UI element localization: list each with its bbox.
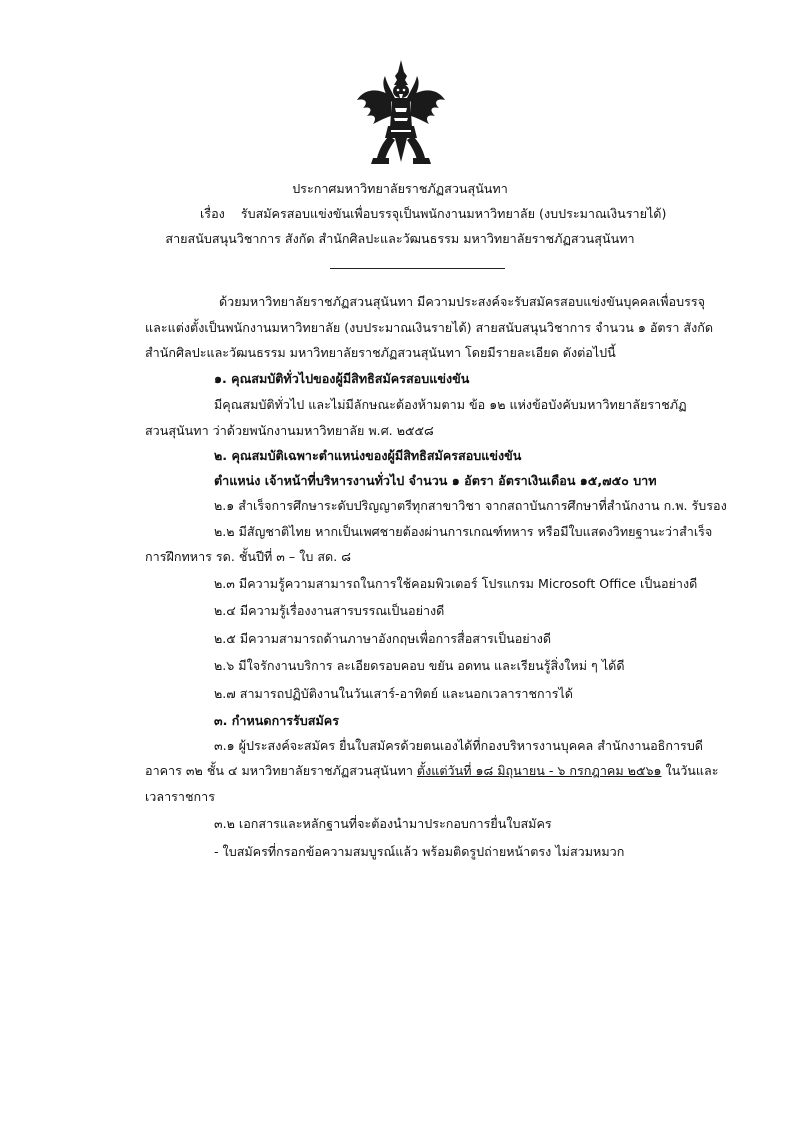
intro-line-3: สำนักศิลปะและวัฒนธรรม มหาวิทยาลัยราชภัฏสวนสุนันทา โดยมีรายละเอียด ดังต่อไปนี้ — [145, 345, 616, 360]
announcement-title: ประกาศมหาวิทยาลัยราชภัฏสวนสุนันทา — [292, 181, 508, 196]
section-1-line-2: สวนสุนันทา ว่าด้วยพนักงานมหาวิทยาลัย พ.ศ. ๒๕๕๘ — [145, 423, 434, 438]
section-3-heading: ๓. กำหนดการรับสมัคร — [214, 713, 339, 728]
header-divider — [330, 268, 505, 269]
application-3-1-cont — [145, 762, 719, 780]
application-3-1-end: เวลาราชการ — [145, 789, 216, 804]
qualification-2-2: ๒.๒ มีสัญชาติไทย หากเป็นเพศชายต้องผ่านการเกณฑ์ทหาร หรือมีใบแสดงวิทยฐานะว่าสำเร็จ — [214, 524, 713, 539]
section-2-heading: ๒. คุณสมบัติเฉพาะตำแหน่งของผู้มีสิทธิสมัครสอบแข่งขัน — [214, 448, 522, 463]
qualification-2-3: ๒.๓ มีความรู้ความสามารถในการใช้คอมพิวเตอร์ โปรแกรม Microsoft Office เป็นอย่างดี — [214, 576, 698, 591]
application-time-suffix: ในวันและ — [661, 763, 719, 778]
document-item-1: - ใบสมัครที่กรอกข้อความสมบูรณ์แล้ว พร้อมติดรูปถ่ายหน้าตรง ไม่สวมหมวก — [214, 844, 625, 859]
section-1-heading: ๑. คุณสมบัติทั่วไปของผู้มีสิทธิสมัครสอบแข่งขัน — [214, 371, 470, 386]
application-address: อาคาร ๓๒ ชั้น ๔ มหาวิทยาลัยราชภัฏสวนสุนันทา — [145, 763, 417, 778]
position-line: ตำแหน่ง เจ้าหน้าที่บริหารงานทั่วไป จำนวน ๑ อัตรา อัตราเงินเดือน ๑๕,๗๕๐ บาท — [214, 473, 657, 488]
intro-line-2: และแต่งตั้งเป็นพนักงานมหาวิทยาลัย (งบประมาณเงินรายได้) สายสนับสนุนวิชาการ จำนวน ๑ อัตรา สังกัด — [145, 320, 714, 335]
qualification-2-1: ๒.๑ สำเร็จการศึกษาระดับปริญญาตรีทุกสาขาวิชา จากสถาบันการศึกษาที่สำนักงาน ก.พ. รับรอง — [214, 498, 727, 513]
subject-line — [200, 205, 666, 223]
application-3-2: ๓.๒ เอกสารและหลักฐานที่จะต้องนำมาประกอบการยื่นใบสมัคร — [214, 816, 552, 831]
section-1-line-1: มีคุณสมบัติทั่วไป และไม่มีลักษณะต้องห้ามตาม ข้อ ๑๒ แห่งข้อบังคับมหาวิทยาลัยราชภัฏ — [214, 397, 687, 412]
announcement-subtitle: สายสนับสนุนวิชาการ สังกัด สำนักศิลปะและวัฒนธรรม มหาวิทยาลัยราชภัฏสวนสุนันทา — [165, 231, 635, 246]
application-date-range: ตั้งแต่วันที่ ๑๘ มิถุนายน - ๖ กรกฎาคม ๒๕๖๑ — [416, 763, 662, 778]
qualification-2-6: ๒.๖ มีใจรักงานบริการ ละเอียดรอบคอบ ขยัน อดทน และเรียนรู้สิ่งใหม่ ๆ ได้ดี — [214, 658, 625, 673]
qualification-2-7: ๒.๗ สามารถปฏิบัติงานในวันเสาร์-อาทิตย์ และนอกเวลาราชการได้ — [214, 686, 573, 701]
subject-label: เรื่อง — [200, 206, 225, 221]
subject-text: รับสมัครสอบแข่งขันเพื่อบรรจุเป็นพนักงานมหาวิทยาลัย (งบประมาณเงินรายได้) — [240, 206, 667, 221]
intro-line-1: ด้วยมหาวิทยาลัยราชภัฏสวนสุนันทา มีความประสงค์จะรับสมัครสอบแข่งขันบุคคลเพื่อบรรจุ — [219, 294, 706, 309]
garuda-emblem — [355, 58, 447, 166]
qualification-2-2-cont: การฝึกทหาร รด. ชั้นปีที่ ๓ – ใบ สด. ๘ — [145, 549, 351, 564]
qualification-2-5: ๒.๕ มีความสามารถด้านภาษาอังกฤษเพื่อการสื่อสารเป็นอย่างดี — [214, 631, 552, 646]
application-3-1: ๓.๑ ผู้ประสงค์จะสมัคร ยื่นใบสมัครด้วยตนเองได้ที่กองบริหารงานบุคคล สำนักงานอธิการบดี — [214, 738, 703, 753]
qualification-2-4: ๒.๔ มีความรู้เรื่องงานสารบรรณเป็นอย่างดี — [214, 603, 445, 618]
